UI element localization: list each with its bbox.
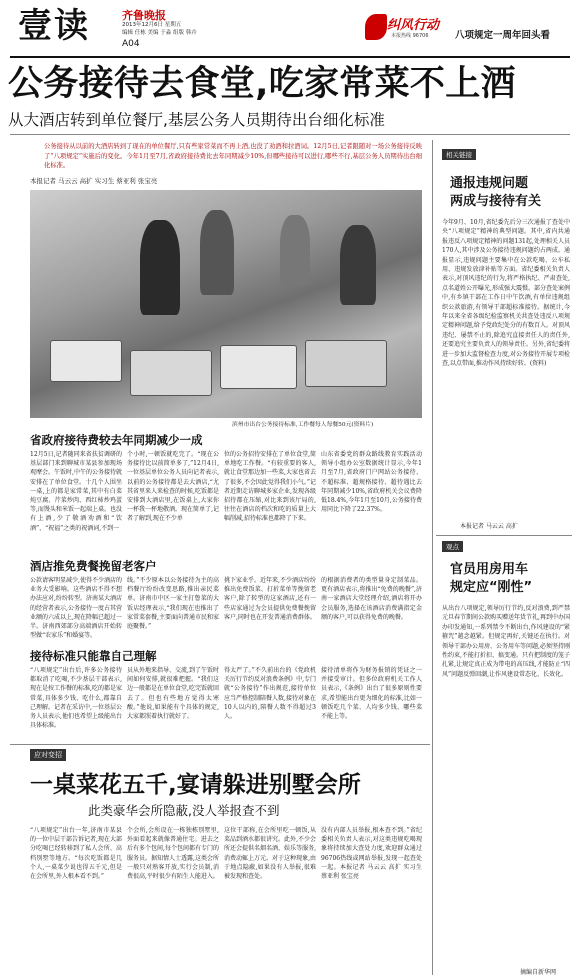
- secondary-subheadline: 此类豪华会所隐蔽,没人举报查不到: [88, 803, 280, 818]
- article-column: 个小时,一顿饭就吃完了。“现在公务接待比以前简单多了,”12月4日,一位基层单位公务人员向记者表示,以前的公务接待都是去大酒店,“尤其省里来人来检查的时候,吃饭都是安排到大酒店里,在饭桌上,大家你一杯我一杯地敬酒。现在简单了,记者了解到,现在不少单: [127, 451, 219, 523]
- photo-figure: [340, 225, 376, 305]
- article-column: 员从外地来指导、交流,到了午饭时间如何安排,就很难把握。“我们这边一般都是在单位食堂,吃完饭就回去了。但也有些地方觉得太寒酸。”他说,如果能有个具体的规定,大家都照着执行就好了。: [127, 667, 219, 721]
- photo-figure: [140, 220, 180, 315]
- campaign-hotline: 本报热线 96706: [391, 33, 429, 39]
- sidebar-credit: 摘编自新华网: [520, 969, 557, 976]
- section-heading: 省政府接待费较去年同期减少一成: [30, 433, 203, 447]
- sidebar-credit: 本报记者 马云云 高扩: [460, 523, 518, 530]
- secondary-headline: 一桌菜花五千,宴请躲进别墅会所: [30, 772, 361, 798]
- photo-food-tray: [305, 340, 387, 387]
- masthead-rule: [10, 56, 570, 58]
- page-number: A04: [122, 39, 140, 49]
- sidebar-body: 今年9月、10月,省纪委先后分三次通报了查处中央“八项规定”精神的典型问题。其中,省内共通报违反八项规定精神的问题131起,处理相关人员170人,其中涉及公务接待违规问题约占两成。通报显示,违规问题主要集中在公款吃喝、公车私用、违规发放津补贴等方面。省纪委相关负责人表示,对顶风违纪的行为,将严格执纪、严肃查处,点名道姓公开曝光,形成强大震慑。部分查处案例中,有乡镇干部在工作日中午饮酒,有单位违规组织公款旅游,有领导干部超标准接待。据统计,今年以来全省各级纪检监察机关共查处违反八项规定精神问题,给予党政纪处分的有数百人。对顶风违纪、屡禁不止的,除追究直接责任人的责任外,还要追究主要负责人的领导责任。另外,省纪委将进一步加大监督检查力度,对公务接待开展专项检查,以点带面,推动作风持续好转。(资料): [442, 219, 570, 368]
- photo-figure: [280, 215, 310, 285]
- article-column: 12月5日,记者随同来省扶贫调研的基层部门来到聊城市某县参加现场观摩会。午饭时,中午的公务接待就安排在了单位食堂。十几个人围坐一桌,上的都是家常菜,其中有白菜炖豆腐、芹菜炒肉、西红柿炒鸡蛋等,而馒头和米饭一起端上桌。也没有上酒,少了敬酒劝酒和“饮酒”、“祝福”之类的祝酒词,不到一: [30, 451, 122, 532]
- sidebar-divider: [432, 140, 433, 975]
- photo-food-tray: [130, 350, 212, 396]
- article-column: 个会所,会所设在一栋独栋别墅里,外面看起来就像普通住宅。进去之后有多个包间,每个包间都有专门的服务员。据知情人士透露,这类会所一般只对熟客开放,实行会员制,消费很高,平时很少有陌生人能进入。: [127, 827, 219, 881]
- section-heading: 接待标准只能靠自己理解: [30, 649, 157, 663]
- sidebar-title: 官员用房用车: [450, 562, 529, 577]
- article-column: 位的公务招待安排在了单位食堂,简单地吃工作餐。“有较重要的客人,就让食堂那边加一些菜,大家也省去了很多,不会因此觉得我们小气。”记者近期走访聊城多家企业,发现各级招待都在压缩,对比来到该厅局的,往往在酒店的档次和吃的质量上大幅削减,招待标准也都降了下来。: [224, 451, 316, 523]
- article-column: “八项规定”出台后,许多公务接待都取消了吃喝,不少基层干部表示,现在是按工作餐的标准,吃的都是家常菜,具体多少钱、吃什么,都靠自己理解。记者在采访中,一位基层公务人员表示,他们也希望上级能出台具体标准。: [30, 667, 122, 730]
- article-column: 的根据消费者的类型量身定制菜品。更有酒店表示,将推出“免费的晚餐”,济南一家酒店大堂经理介绍,酒店将开办会员服务,选择在该酒店消费满指定金额的客户,可以获得免费的晚餐。: [321, 577, 422, 621]
- article-column: 公款请客明显减少,使得不少酒店的业务大受影响。这些酒店不得不想办法应对,纷纷转型。济南某大酒店的经营者表示,公务接待一度占其营业额的六成以上,现在降幅已超过一半。济南西郊部分高端酒店开始转型做“农家乐”和婚宴等。: [30, 577, 122, 640]
- section-title: 壹读: [18, 6, 90, 46]
- article-column: “八项规定”出台一年,济南市某县的一位中层干部告诉记者,现在大部分吃喝已经转移到了私人会所、高档别墅等地方。“每次吃饭都是几个人,一桌菜少说也得五千元,但是在会所里,外人根本看不到。”: [30, 827, 122, 881]
- sidebar-body: 从出台八项规定,领导厉行节约,反对浪费,到严禁元旦春节期间公款购买赠送年货节礼,再到中办国办印发通知,一系列禁令不断出台,作风建设的“紧箍咒”越念越紧。但规定再好,关键还在执行。对领导干部办公用房、公务用车等问题,必须坚持刚性约束,不能打折扣、搞变通。只有把制度的笼子扎紧,让规定真正成为带电的高压线,才能防止“四风”问题反弹回潮,让作风建设常态化、长效化。: [442, 605, 570, 678]
- issue-date: 2013年12月6日 星期五: [122, 22, 182, 28]
- newspaper-brand: 齐鲁晚报: [122, 9, 166, 22]
- sidebar-divider: [436, 535, 572, 536]
- article-column: 接待清单将作为财务报销的凭证之一并接受审计。但多位政府机关工作人员表示,《条例》出台了很多原则性要求,希望能出台更为细化的标准,比如一顿饭吃几个菜、人均多少钱、哪些菜不能上等。: [321, 667, 422, 721]
- sidebar-title: 规定应“刚性”: [450, 580, 533, 595]
- article-column: 这位干部称,在会所里吃一顿饭,从菜品到酒水都很讲究。此外,不少会所还会提供名烟名酒、娱乐等服务,消费动辄上万元。对于这种现象,由于地点隐蔽,如果没有人举报,很难被发现和查处。: [224, 827, 316, 881]
- main-headline: 公务接待去食堂,吃家常菜不上酒: [8, 64, 516, 104]
- headline-rule: [10, 134, 570, 135]
- article-column: 没有内部人员举报,根本查不到。”省纪委相关负责人表示,对这类违规吃喝现象将持续加大查处力度,欢迎群众通过96706热线或网站举报,发现一起查处一起。本报记者 马云云 高扩 实习生 蔡亚利 张宝亮: [321, 827, 422, 881]
- photo-caption: 滨州市出台公务接待标准,工作餐每人每餐50元(资料片): [232, 422, 374, 428]
- campaign-logo-text: 纠风行动: [387, 18, 440, 33]
- article-column: 线。”不少原本以公务接待为主的高档餐厅纷纷改变思路,推出亲民菜单。济南市中区一家主打鲁菜的大饭店经理表示,“我们现在也推出了家常菜套餐,主要面向普通市民和家庭聚餐。”: [127, 577, 219, 631]
- byline: 本报记者 马云云 高扩 实习生 蔡亚利 张宝亮: [30, 177, 158, 185]
- section-heading: 酒店推免费餐挽留老客户: [30, 559, 157, 573]
- photo-food-tray: [50, 340, 122, 382]
- section-tag: 应对变招: [30, 749, 66, 761]
- sidebar-title: 通报违规问题: [450, 176, 529, 191]
- photo-food-tray: [220, 345, 297, 389]
- logo-mark-icon: [365, 14, 387, 40]
- photo-figure: [200, 210, 234, 295]
- news-photo: [30, 190, 422, 418]
- article-column: 挑下家业乎。近年来,不少酒店纷纷推出免费饭菜、打折菜单等挽留老客户,除了转型的这家酒店,还有一些店家通过为会员提供免费餐挽留客户,同时也在开发普通消费群体。: [224, 577, 316, 621]
- article-column: 得太严了。”不久前出台的《党政机关厉行节约反对浪费条例》中,专门就“公务接待”作出规范,接待单位应当严格控制陪餐人数,接待对象在10人以内的,陪餐人数不得超过3人。: [224, 667, 316, 721]
- series-title: 八项规定一周年回头看: [455, 30, 551, 41]
- sidebar-title: 两成与接待有关: [450, 194, 542, 209]
- section-divider: [10, 744, 430, 745]
- sub-headline: 从大酒店转到单位餐厅,基层公务人员期待出台细化标准: [8, 111, 385, 129]
- staff-credits: 编辑 任栋 美编 于淼 组版 韩卉: [122, 30, 197, 36]
- lead-paragraph: 公务接待从以前的大酒店转到了现在的单位餐厅,只有些家常菜而不再上酒,也没了劝酒和拉酒词。12月5日,记者跟随对一场公务接待反映了“八项规定”实施后的变化。今年1月至7月,省政府接待费比去年同期减少10%,但哪些接待可以进行,哪些不行,基层公务人员期待出台细化标准。: [44, 143, 422, 170]
- article-column: 山东省委党的群众路线教育实践活动领导小组办公室数据统计显示,今年1月至7月,省政府门户网站公务接待、不超标准、超规格接待、超待遇比去年同期减少10%,省政府机关会议费降低18.4%,今年1月至10月,公务接待费用同比下降了22.37%。: [321, 451, 422, 514]
- sidebar-label: 相关链接: [442, 149, 476, 160]
- campaign-logo: [365, 10, 449, 46]
- sidebar-label: 观点: [442, 541, 463, 552]
